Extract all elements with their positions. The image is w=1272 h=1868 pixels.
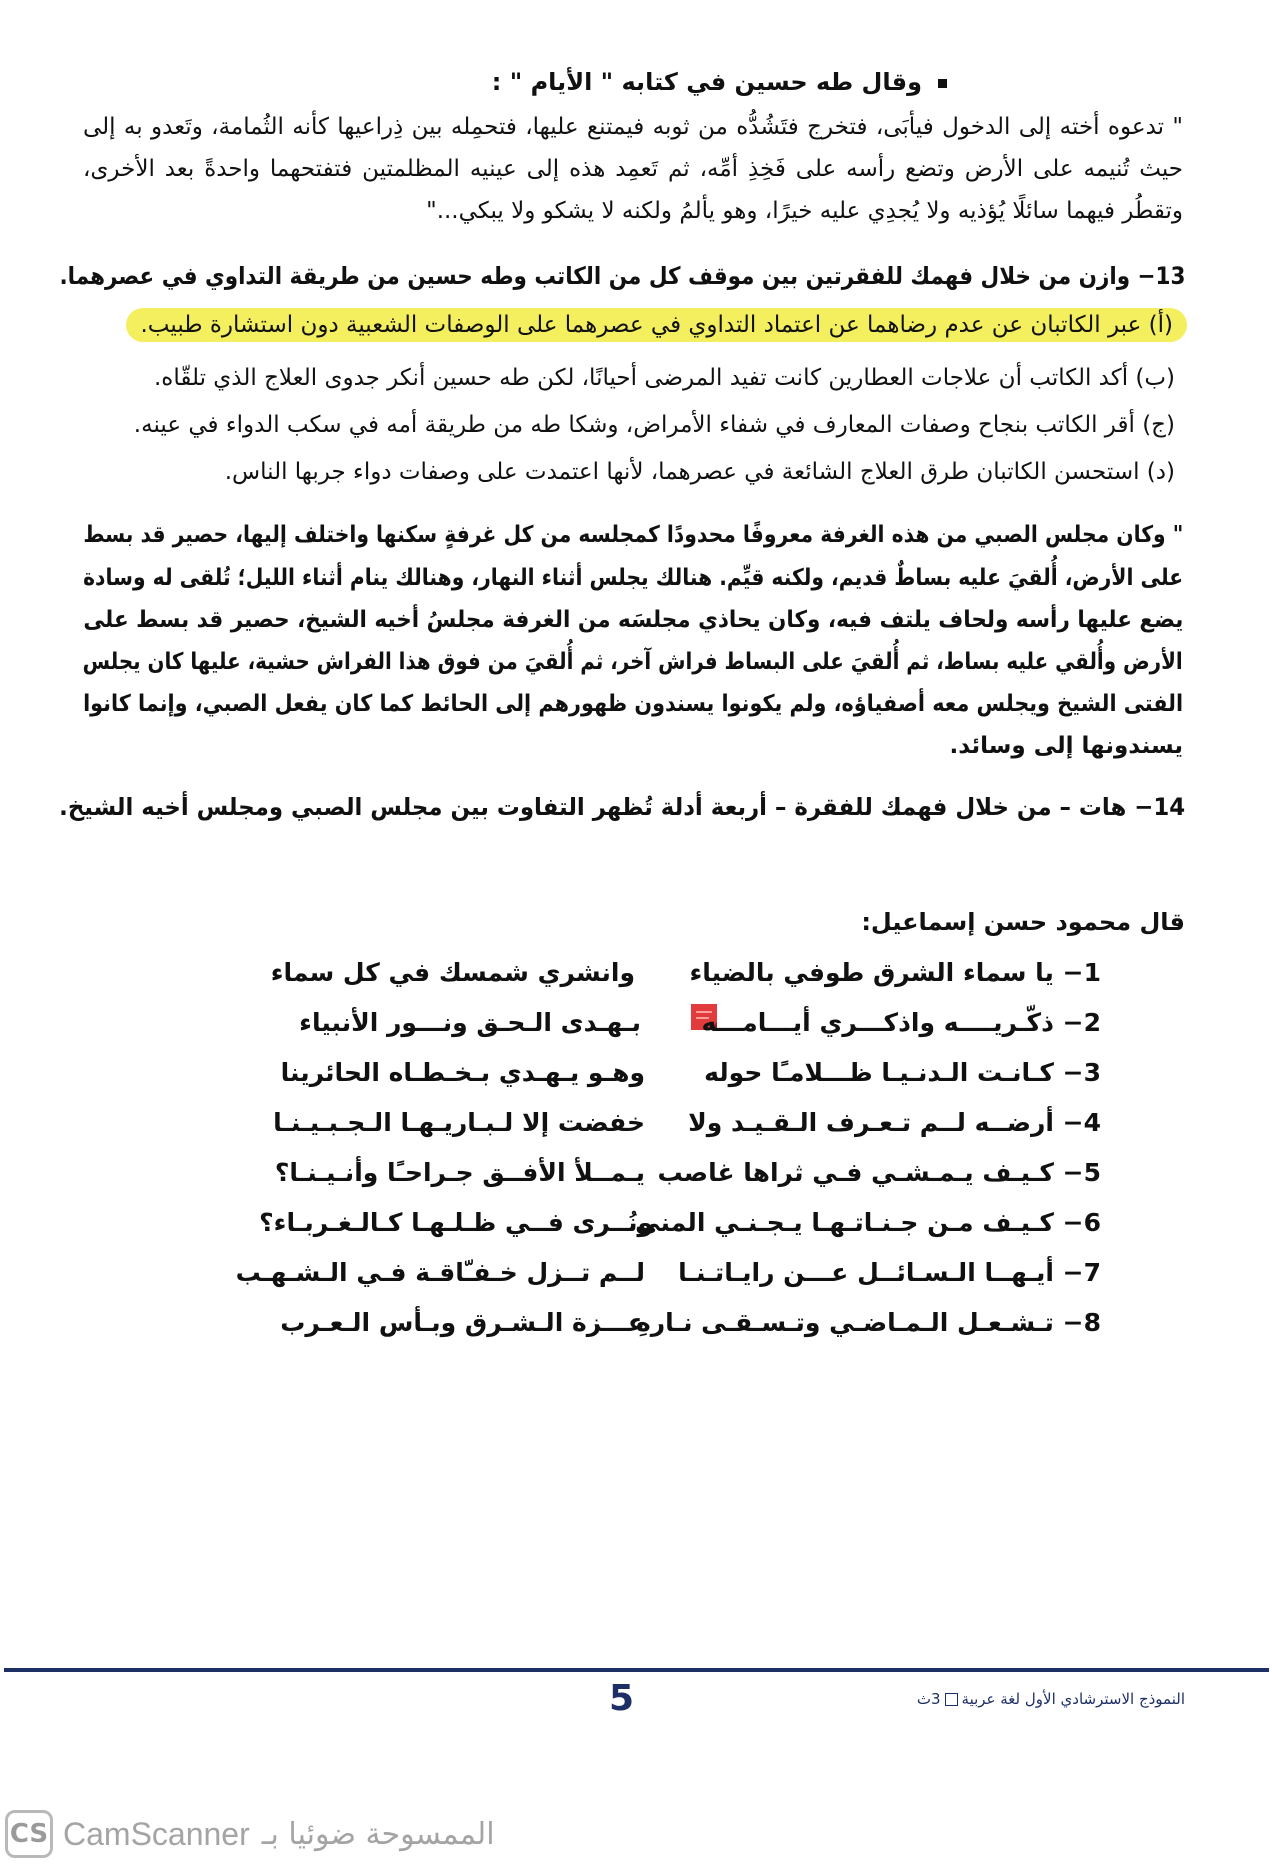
quote1-line: " تدعوه أخته إلى الدخول فيأبَى، فتخرج فتَشُدُّه من ثوبه فيمتنع عليها، فتحمِله بين ذِراعيها كأنه الثُمامة، وتَعدو به إلى bbox=[84, 114, 1184, 140]
verse-first-hemistich: 7− أيـهــا الـسـائــل عـــن رايـاتـنـا bbox=[679, 1258, 1102, 1287]
checkbox-glyph-icon bbox=[946, 1693, 959, 1706]
camscanner-logo-icon: CS bbox=[6, 1810, 54, 1858]
square-bullet-icon bbox=[939, 79, 948, 88]
verse-first-hemistich: 4− أرضــه لــم تـعـرف الـقـيـد ولا bbox=[689, 1108, 1102, 1137]
question-14 bbox=[60, 793, 1186, 821]
verse-second-hemistich: خفضت إلا لـبـاريـهـا الـجـبـيـنـا bbox=[274, 1108, 646, 1137]
quote1-line: حيث تُنيمه على الأرض وتضع رأسه على فَخِذِ أمِّه، ثم تَعمِد هذه إلى عينيه المظلمتين فتفتحهما واحدةً بعد الأخرى، bbox=[84, 156, 1184, 182]
footer-title bbox=[918, 1690, 1186, 1708]
quote2-line: " وكان مجلس الصبي من هذه الغرفة معروفًا محدودًا كمجلسه من كل غرفةٍ سكنها واختلف إليها، حصير قد بسط bbox=[84, 522, 1184, 548]
quote2-line: الأرض وأُلقي عليه بساط، ثم أُلقيَ على البساط فراش آخر، ثم أُلقيَ من فوق هذا الفراش حشية، عليها كان يجلس bbox=[84, 649, 1184, 675]
verse-second-hemistich: بـهـدى الـحـق ونـــور الأنبياء bbox=[300, 1008, 642, 1037]
highlighted-answer: (أ) عبر الكاتبان عن عدم رضاهما عن اعتماد التداوي في عصرهما على الوصفات الشعبية دون استشارة طبيب. bbox=[127, 308, 1188, 342]
footer-doc-title: النموذج الاسترشادي الأول لغة عربية bbox=[962, 1690, 1186, 1708]
footer-rule bbox=[5, 1668, 1270, 1672]
page-number: 5 bbox=[610, 1678, 636, 1719]
verse-first-hemistich: 2− ذكّـريــــه واذكـــري أيـــامـــه bbox=[702, 1008, 1102, 1037]
quote2-line: يضع عليها رأسه ولحاف يلتف فيه، وكان يحاذي مجلسَه من الغرفة مجلسُ أخيه الشيخ، حصير قد بسط على bbox=[84, 607, 1184, 633]
verse-first-hemistich: 3− كـانـت الـدنـيـا ظـــلامـًا حوله bbox=[705, 1058, 1102, 1087]
footer-grade: 3ث bbox=[917, 1690, 942, 1708]
verse-second-hemistich: وانشري شمسك في كل سماء bbox=[271, 958, 636, 987]
verse-first-hemistich: 6− كـيـف مـن جـنـاتـهـا يـجـنـي المنى bbox=[636, 1208, 1102, 1237]
verse-second-hemistich: وهـو يـهـدي بـخـطـاه الحائرينا bbox=[281, 1058, 646, 1087]
option-d[interactable]: (د) استحسن الكاتبان طرق العلاج الشائعة في عصرهما، لأنها اعتمدت على وصفات دواء جربها الناس. bbox=[225, 459, 1176, 485]
verse-first-hemistich: 8− تـشـعـل الـمـاضـي وتـسـقـى نـارهِ bbox=[636, 1308, 1102, 1337]
poem-heading: قال محمود حسن إسماعيل: bbox=[862, 908, 1186, 936]
question-13 bbox=[60, 262, 1186, 290]
question-text: هات – من خلال فهمك للفقرة – أربعة أدلة تُظهر التفاوت بين مجلس الصبي ومجلس أخيه الشيخ. bbox=[60, 793, 1128, 821]
option-c[interactable]: (ج) أقر الكاتب بنجاح وصفات المعارف في شفاء الأمراض، وشكا طه من طريقة أمه في سكب الدواء في عينه. bbox=[134, 412, 1176, 438]
question-number: 13− bbox=[1138, 262, 1186, 290]
question-text: وازن من خلال فهمك للفقرتين بين موقف كل من الكاتب وطه حسين من طريقة التداوي في عصرهما. bbox=[60, 262, 1131, 290]
question-number: 14− bbox=[1135, 793, 1186, 821]
verse-first-hemistich: 1− يا سماء الشرق طوفي بالضياء bbox=[690, 958, 1102, 987]
camscanner-name: CamScanner bbox=[64, 1815, 251, 1852]
quote2-line: يسندونها إلى وسائد. bbox=[950, 733, 1184, 759]
camscanner-watermark bbox=[6, 1806, 496, 1862]
quote2-line: الفتى الشيخ ويجلس معه أصفياؤه، ولم يكونوا يسندون ظهورهم إلى الحائط كما كان يفعل الصبي، وإنما كانوا bbox=[84, 691, 1184, 717]
verse-first-hemistich: 5− كـيـف يـمـشـي فـي ثراها غاصب bbox=[658, 1158, 1102, 1187]
quote2-line: على الأرض، أُلقيَ عليه بساطٌ قديم، ولكنه قيِّم. هنالك يجلس أثناء النهار، وهنالك ينام أثناء الليل؛ تُلقى له وسادة bbox=[84, 565, 1184, 591]
option-a[interactable] bbox=[127, 312, 1188, 338]
quote1-line: وتقطُر فيهما سائلًا يُؤذيه ولا يُجدِي عليه خيرًا، وهو يألمُ ولكنه لا يشكو ولا يبكي..." bbox=[427, 198, 1184, 224]
verse-second-hemistich: لــم تــزل خـفـّاقـة فـي الـشـهـب bbox=[236, 1258, 646, 1287]
verse-second-hemistich: ونُــرى فــي ظـلـهـا كـالـغـربـاء؟ bbox=[260, 1208, 654, 1237]
camscanner-caption: الممسوحة ضوئيا بـ bbox=[262, 1816, 496, 1852]
option-b[interactable]: (ب) أكد الكاتب أن علاجات العطارين كانت تفيد المرضى أحيانًا، لكن طه حسين أنكر جدوى العلاج الذي تلقّاه. bbox=[154, 365, 1176, 391]
verse-second-hemistich: يـمــلأ الأفــق جـراحـًا وأنـيـنـا؟ bbox=[275, 1158, 646, 1187]
verse-second-hemistich: عـــزة الـشـرق وبـأس الـعـرب bbox=[281, 1308, 646, 1337]
intro-heading: وقال طه حسين في كتابه " الأيام " : bbox=[493, 68, 948, 96]
